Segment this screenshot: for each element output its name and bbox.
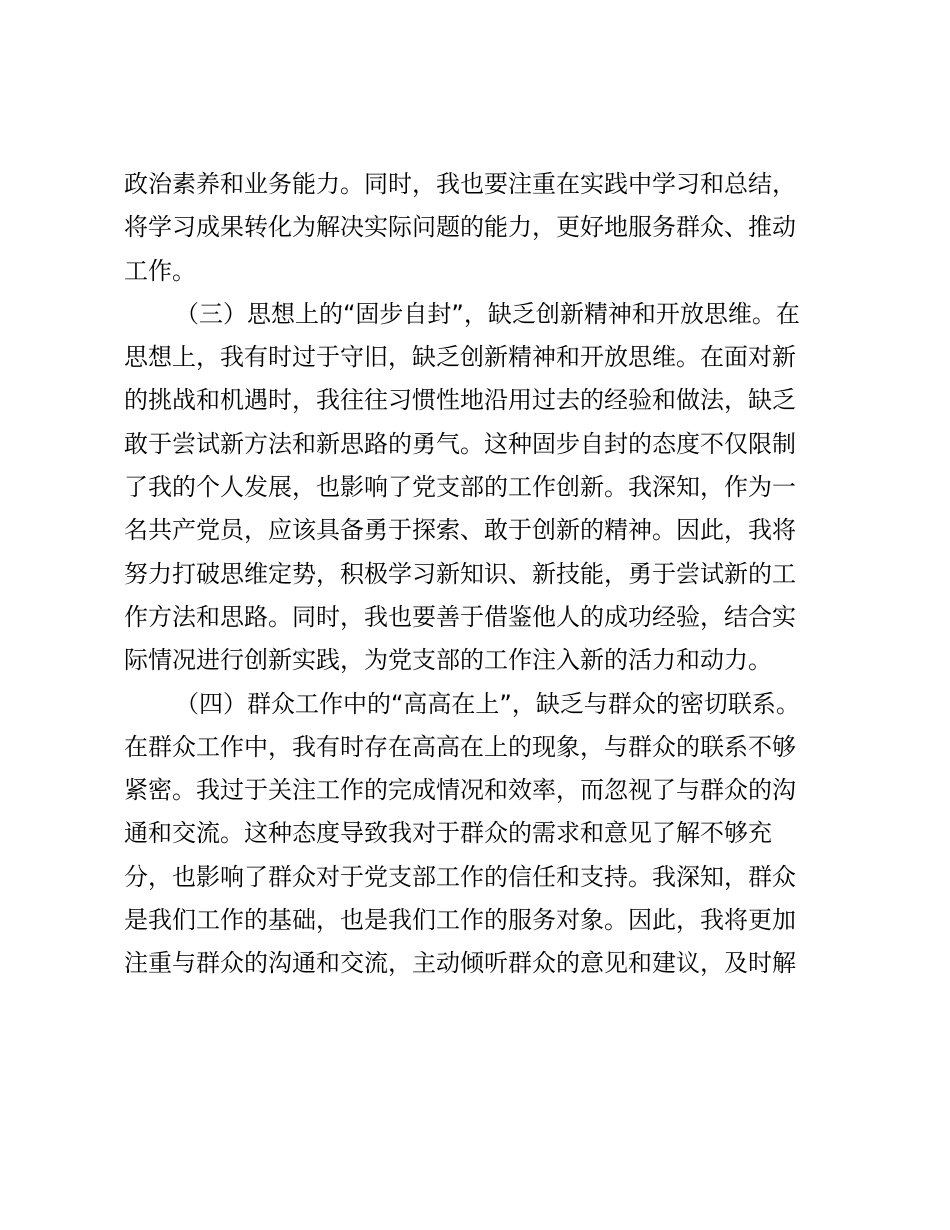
text-line: 思想上，我有时过于守旧，缺乏创新精神和开放思维。在面对新 (124, 343, 796, 372)
text-line: 注重与群众的沟通和交流，主动倾听群众的意见和建议，及时解 (124, 949, 796, 978)
text-line: 政治素养和业务能力。同时，我也要注重在实践中学习和总结， (124, 170, 796, 198)
document-body (124, 163, 824, 986)
text-line: 分，也影响了群众对于党支部工作的信任和支持。我深知，群众 (124, 862, 796, 891)
section-heading-four: （四）群众工作中的“高高在上”，缺乏与群众的密切联系。 (175, 689, 800, 718)
section-heading-three: （三）思想上的“固步自封”，缺乏创新精神和开放思维。在 (175, 299, 800, 328)
text-line: 将学习成果转化为解决实际问题的能力，更好地服务群众、推动 (124, 213, 796, 242)
text-line: 是我们工作的基础，也是我们工作的服务对象。因此，我将更加 (124, 906, 796, 935)
text-line: 敢于尝试新方法和新思路的勇气。这种固步自封的态度不仅限制 (124, 429, 796, 458)
text-line: 紧密。我过于关注工作的完成情况和效率，而忽视了与群众的沟 (124, 776, 796, 805)
text-line: 在群众工作中，我有时存在高高在上的现象，与群众的联系不够 (124, 732, 796, 761)
text-line: 了我的个人发展，也影响了党支部的工作创新。我深知，作为一 (124, 473, 796, 502)
text-line: 名共产党员，应该具备勇于探索、敢于创新的精神。因此，我将 (124, 516, 796, 545)
text-line: 工作。 (124, 256, 196, 285)
text-line: 努力打破思维定势，积极学习新知识、新技能，勇于尝试新的工 (124, 559, 796, 588)
text-line: 通和交流。这种态度导致我对于群众的需求和意见了解不够充 (124, 819, 772, 848)
text-line: 作方法和思路。同时，我也要善于借鉴他人的成功经验，结合实 (124, 602, 796, 631)
text-line: 的挑战和机遇时，我往往习惯性地沿用过去的经验和做法，缺乏 (124, 386, 796, 415)
text-line: 际情况进行创新实践，为党支部的工作注入新的活力和动力。 (124, 646, 772, 675)
